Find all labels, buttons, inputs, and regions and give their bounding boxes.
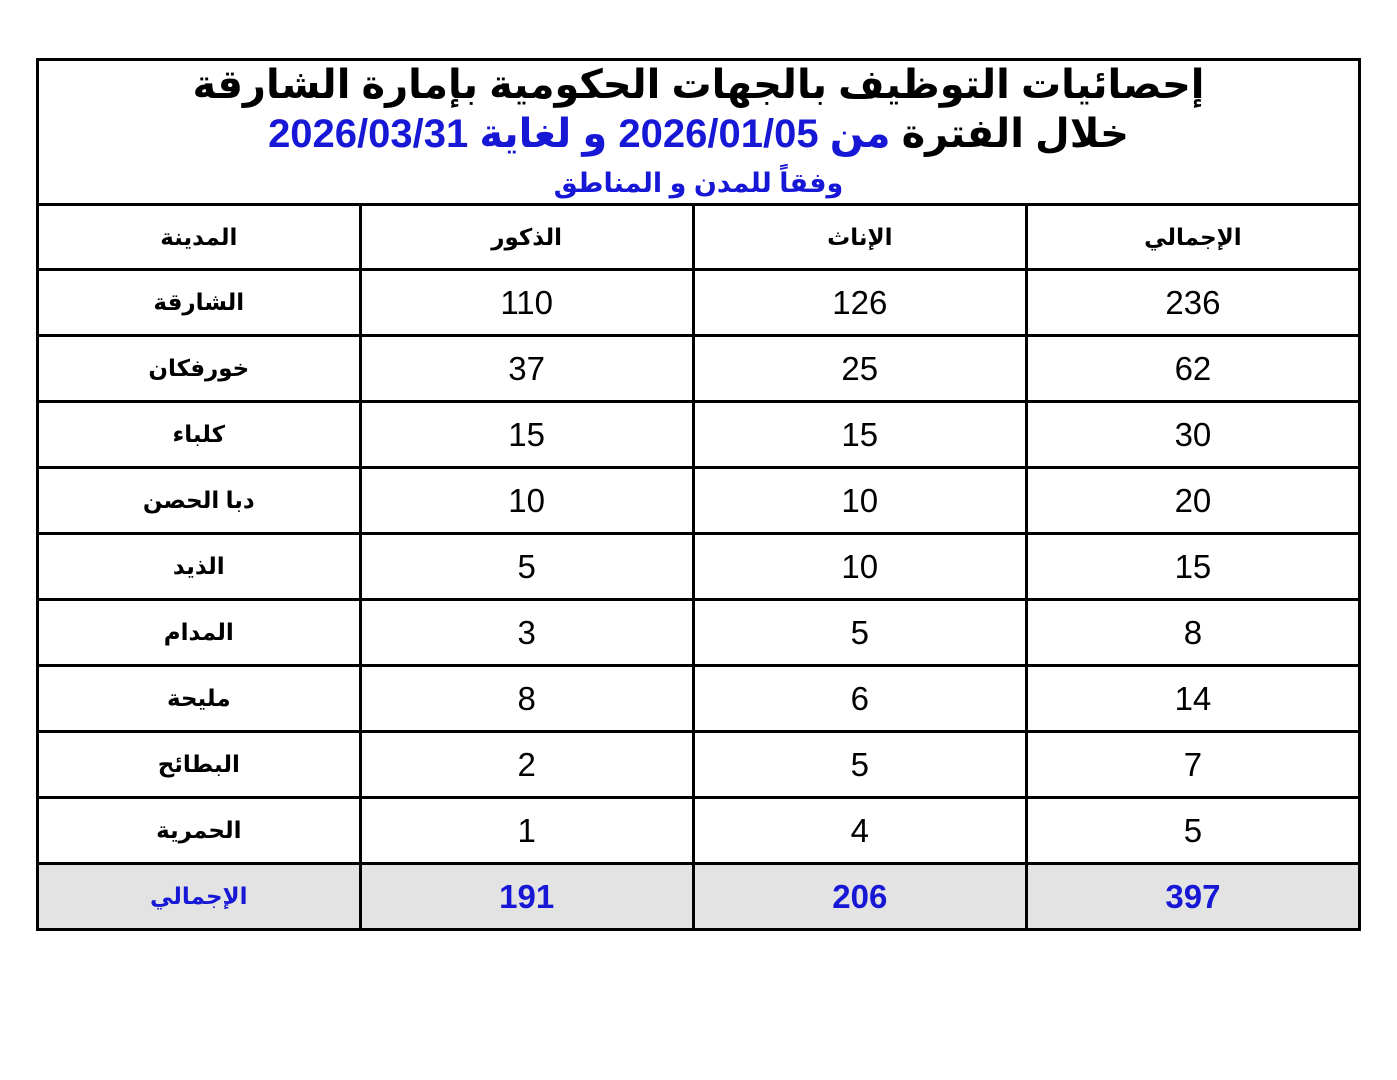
table-row <box>38 732 1360 798</box>
cell-females: 25 <box>693 336 1026 402</box>
cell-females: 4 <box>693 798 1026 864</box>
report-subtitle: وفقاً للمدن و المناطق <box>553 167 844 198</box>
table-row <box>38 798 1360 864</box>
cell-males: 8 <box>360 666 693 732</box>
cell-males: 5 <box>360 534 693 600</box>
cell-city: كلباء <box>38 402 361 468</box>
cell-males: 2 <box>360 732 693 798</box>
cell-city: دبا الحصن <box>38 468 361 534</box>
cell-city: خورفكان <box>38 336 361 402</box>
column-header-males: الذكور <box>360 205 693 270</box>
cell-total: 7 <box>1026 732 1359 798</box>
table-row <box>38 270 1360 336</box>
cell-city: المدام <box>38 600 361 666</box>
total-cell-males: 191 <box>360 864 693 930</box>
table-header-row <box>38 205 1360 270</box>
cell-city: الشارقة <box>38 270 361 336</box>
table-total-row <box>38 864 1360 930</box>
table-row <box>38 600 1360 666</box>
report-period-range: من 2026/01/05 و لغاية 2026/03/31 <box>268 111 891 156</box>
cell-males: 1 <box>360 798 693 864</box>
cell-females: 6 <box>693 666 1026 732</box>
total-cell-label: الإجمالي <box>38 864 361 930</box>
column-header-city: المدينة <box>38 205 361 270</box>
report-title: إحصائيات التوظيف بالجهات الحكومية بإمارة الشارقة <box>192 63 1205 107</box>
cell-males: 3 <box>360 600 693 666</box>
cell-females: 10 <box>693 468 1026 534</box>
total-cell-total: 397 <box>1026 864 1359 930</box>
cell-total: 15 <box>1026 534 1359 600</box>
table-row <box>38 534 1360 600</box>
cell-total: 62 <box>1026 336 1359 402</box>
total-cell-females: 206 <box>693 864 1026 930</box>
column-header-total: الإجمالي <box>1026 205 1359 270</box>
cell-females: 126 <box>693 270 1026 336</box>
cell-total: 5 <box>1026 798 1359 864</box>
title-block <box>38 60 1360 205</box>
table-row <box>38 468 1360 534</box>
cell-males: 110 <box>360 270 693 336</box>
cell-females: 5 <box>693 600 1026 666</box>
employment-statistics-table <box>36 58 1361 931</box>
report-period-prefix: خلال الفترة <box>890 111 1129 156</box>
table-row <box>38 666 1360 732</box>
cell-city: البطائح <box>38 732 361 798</box>
cell-city: مليحة <box>38 666 361 732</box>
cell-females: 10 <box>693 534 1026 600</box>
cell-total: 30 <box>1026 402 1359 468</box>
cell-females: 5 <box>693 732 1026 798</box>
cell-total: 14 <box>1026 666 1359 732</box>
cell-total: 8 <box>1026 600 1359 666</box>
cell-males: 37 <box>360 336 693 402</box>
column-header-females: الإناث <box>693 205 1026 270</box>
statistics-table-container <box>36 58 1361 931</box>
cell-total: 236 <box>1026 270 1359 336</box>
cell-males: 10 <box>360 468 693 534</box>
cell-city: الحمرية <box>38 798 361 864</box>
cell-females: 15 <box>693 402 1026 468</box>
table-row <box>38 402 1360 468</box>
cell-total: 20 <box>1026 468 1359 534</box>
title-row <box>38 60 1360 205</box>
cell-males: 15 <box>360 402 693 468</box>
report-period <box>39 110 1358 159</box>
table-row <box>38 336 1360 402</box>
cell-city: الذيد <box>38 534 361 600</box>
